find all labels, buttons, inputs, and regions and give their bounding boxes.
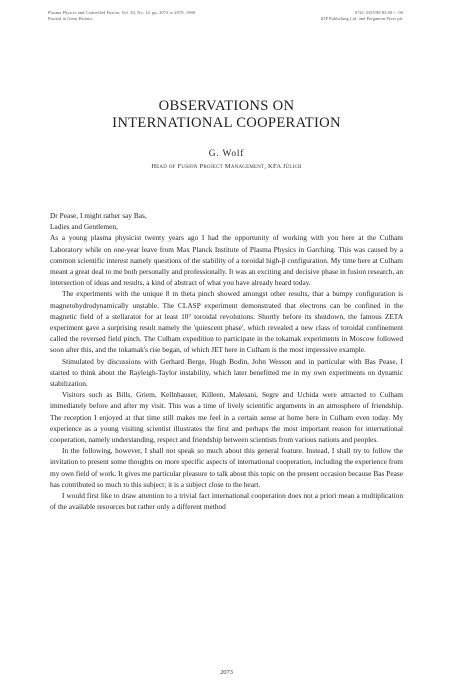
article-body — [50, 210, 403, 512]
author-affiliation: Head of Fusion Project Management, KFA Jülich — [151, 163, 302, 170]
price-code: 0741-3335/88 $3.00 + .00 — [354, 10, 403, 15]
body-paragraph: In the following, however, I shall not speak so much about this general feature. Instead, I shall try to follow the invitation to present some thoughts on more specific aspects of international cooperation, including the experience from my own field of work. It gives me particular pleasure to talk about this topic on the present occasion because Bas Pease has contributed so much to this subject; it is a subject close to the heart. — [50, 446, 403, 489]
journal-line: Plasma Physics and Controlled Fusion, Vol. 30, No. 14, pp. 2073 to 2079, 1988 — [48, 10, 196, 15]
body-paragraph: As a young plasma physicist twenty years ago I had the opportunity of working with you here at the Culham Laboratory while on one-year leave from Max Planck Institute of Plasma Physics in Garching. This was caused by a common scientific interest namely questions of the stability of a toroidal high-β configuration. My time here at Culham meant a great deal to me both personally and professionally. It was an exciting and decisive phase in fusion research, an intersection of ideas and results, a kind of abstract of what you have already heard today. — [50, 233, 403, 288]
body-paragraph: I would first like to draw attention to a trivial fact international cooperation does not a priori mean a multiplication of the available resources but rather only a different method — [50, 491, 403, 512]
body-paragraph: Stimulated by discussions with Gerhard Berge, Hugh Bodin, John Wesson and in particular with Bas Pease, I started to think about the Rayleigh-Taylor instability, which later benefitted me in my own experiments on dynamic stabilization. — [50, 356, 403, 389]
printed-line: Printed in Great Britain. — [48, 16, 93, 21]
publisher-line: IOP Publishing Ltd. and Pergamon Press plc — [320, 16, 403, 21]
salutation-line: Ladies and Gentlemen, — [50, 222, 118, 232]
page-number: 2073 — [220, 669, 233, 676]
body-paragraph: Visitors such as Bills, Griem, Kellnhauser, Killeen, Malesani, Segre and Uchida were attracted to Culham immediately before and after my visit. This was a time of lively scientific arguments in an atmosphere of friendship. The reception I enjoyed at that time still makes me feel in a certain sense at home here in Culham even today. My experience as a young visiting scientist illustrates the first and perhaps the most important reason for international cooperation, namely understanding, respect and friendship between scientists from various nations and peoples. — [50, 390, 403, 445]
salutation-line: Dr Pease, I might rather say Bas, — [50, 211, 147, 220]
journal-citation — [48, 10, 195, 22]
paper-title — [0, 98, 453, 132]
title-line-2: INTERNATIONAL COOPERATION — [112, 115, 341, 131]
body-paragraph: The experiments with the unique 8 m theta pinch showed amongst other results, that a bumpy configuration is magnetohydrodynamically unstable. The CLASP experiment demonstrated that electrons can be confined in the magnetic field of a stellarator for at least 10⁷ toroidal revolutions. Shortly before its shutdown, the famous ZETA experiment gave a surprising result namely the 'quiescent phase', which revealed a new class of toroidal confinement called the reversed field pinch. The Culham expedition to participate in the tokamak experiments in Moscow followed soon after this, and the tokamak's rise began, of which JET here in Culham is the most impressive example. — [50, 289, 403, 355]
author-name: G. Wolf — [208, 149, 245, 159]
publisher-info — [321, 10, 403, 22]
title-line-1: OBSERVATIONS ON — [158, 98, 295, 114]
